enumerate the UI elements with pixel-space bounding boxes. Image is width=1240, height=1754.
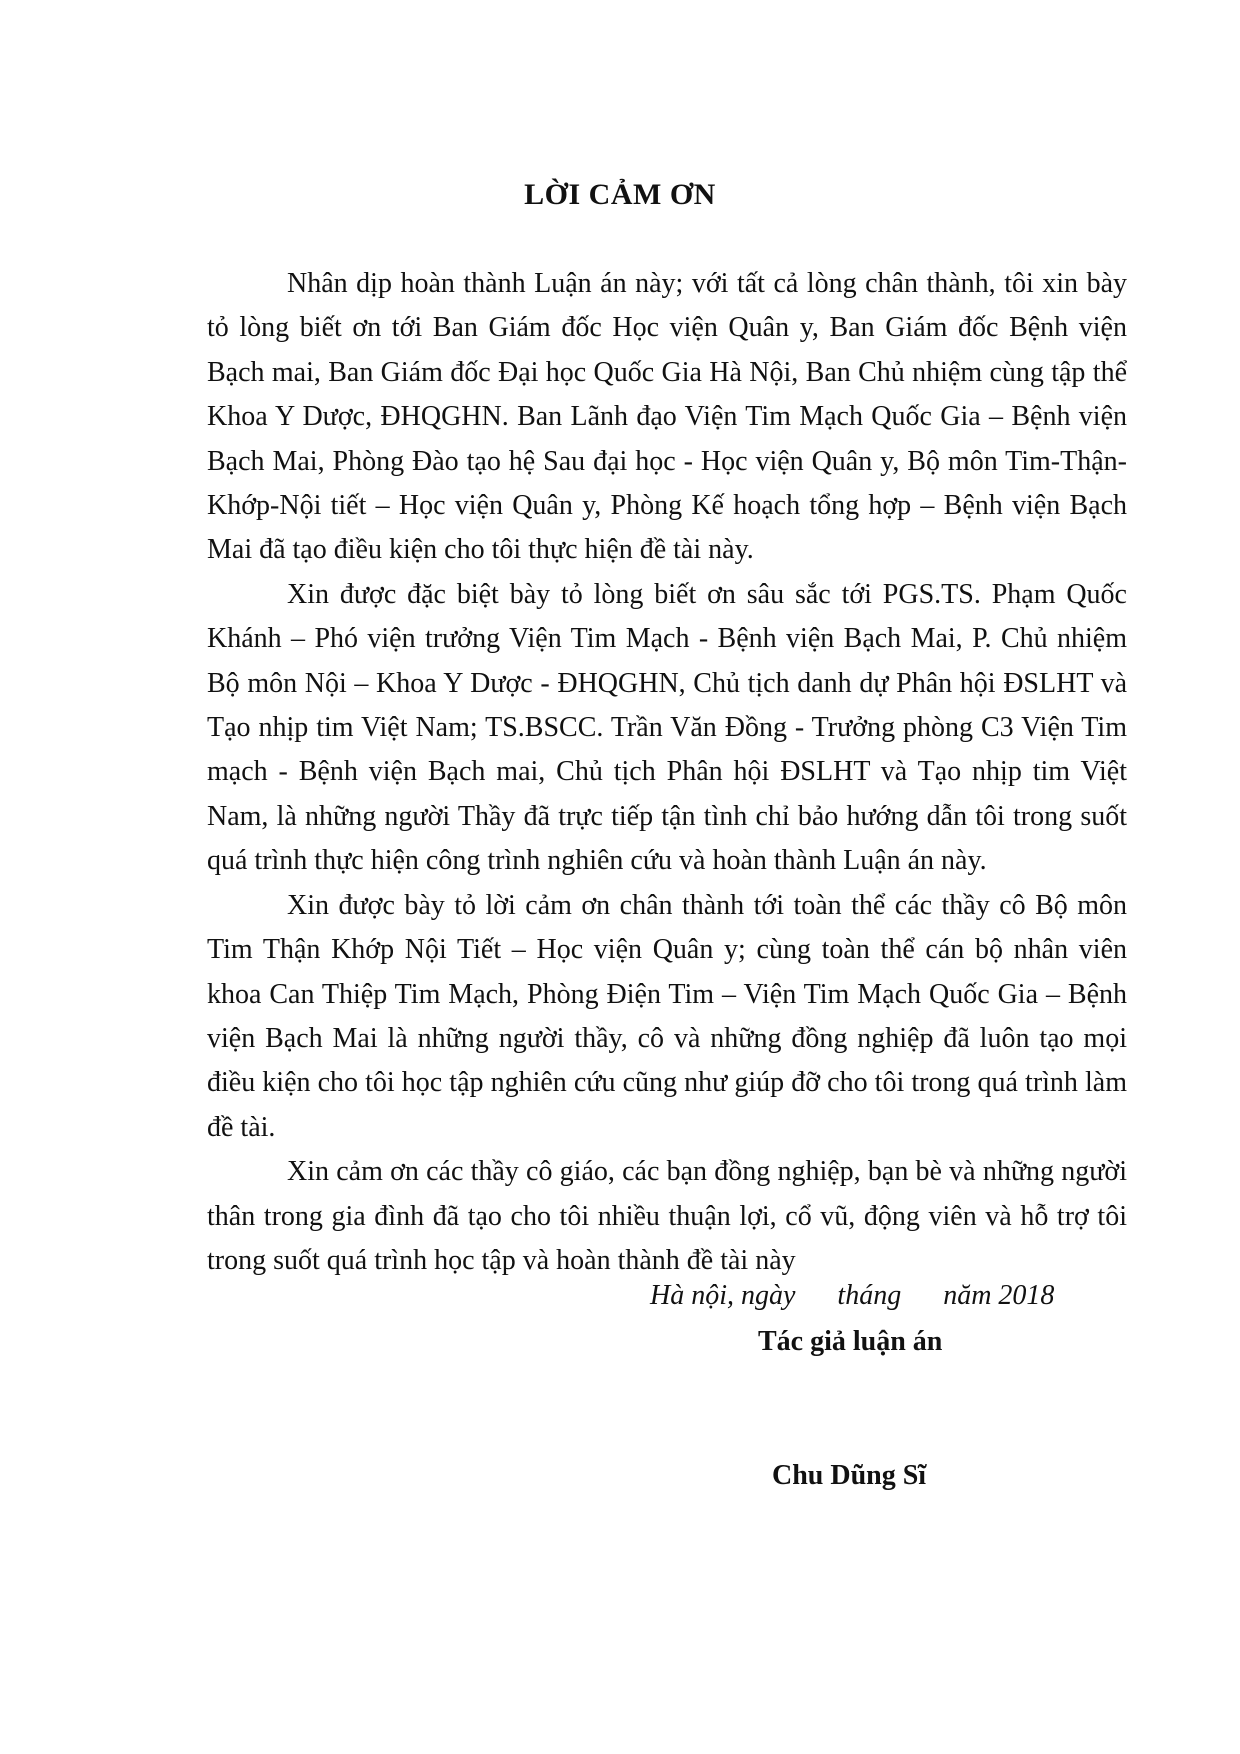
paragraph: Xin cảm ơn các thầy cô giáo, các bạn đồng nghiệp, bạn bè và những người thân trong gia đình đã tạo cho tôi nhiều thuận lợi, cổ vũ, động viên và hỗ trợ tôi trong suốt quá trình học tập và hoàn thành đề tài này xyxy=(207,1156,1127,1276)
paragraph: Xin được đặc biệt bày tỏ lòng biết ơn sâu sắc tới PGS.TS. Phạm Quốc Khánh – Phó viện trưởng Viện Tim Mạch - Bệnh viện Bạch Mai, P. Chủ nhiệm Bộ môn Nội – Khoa Y Dược - ĐHQGHN, Chủ tịch danh dự Phân hội ĐSLHT và Tạo nhịp tim Việt Nam; TS.BSCC. Trần Văn Đồng - Trưởng phòng C3 Viện Tim mạch - Bệnh viện Bạch mai, Chủ tịch Phân hội ĐSLHT và Tạo nhịp tim Việt Nam, là những người Thầy đã trực tiếp tận tình chỉ bảo hướng dẫn tôi trong suốt quá trình thực hiện công trình nghiên cứu và hoàn thành Luận án này. xyxy=(207,578,1127,877)
date-line: Hà nội, ngày tháng năm 2018 xyxy=(650,1280,1055,1311)
page-title: LỜI CẢM ƠN xyxy=(524,178,716,211)
author-label: Tác giả luận án xyxy=(758,1326,943,1357)
paragraph: Xin được bày tỏ lời cảm ơn chân thành tới toàn thể các thầy cô Bộ môn Tim Thận Khớp Nội Tiết – Học viện Quân y; cùng toàn thể cán bộ nhân viên khoa Can Thiệp Tim Mạch, Phòng Điện Tim – Viện Tim Mạch Quốc Gia – Bệnh viện Bạch Mai là những người thầy, cô và những đồng nghiệp đã luôn tạo mọi điều kiện cho tôi học tập nghiên cứu cũng như giúp đỡ cho tôi trong quá trình làm đề tài. xyxy=(207,889,1127,1143)
paragraph: Nhân dịp hoàn thành Luận án này; với tất cả lòng chân thành, tôi xin bày tỏ lòng biết ơn tới Ban Giám đốc Học viện Quân y, Ban Giám đốc Bệnh viện Bạch mai, Ban Giám đốc Đại học Quốc Gia Hà Nội, Ban Chủ nhiệm cùng tập thể Khoa Y Dược, ĐHQGHN. Ban Lãnh đạo Viện Tim Mạch Quốc Gia – Bệnh viện Bạch Mai, Phòng Đào tạo hệ Sau đại học - Học viện Quân y, Bộ môn Tim-Thận-Khớp-Nội tiết – Học viện Quân y, Phòng Kế hoạch tổng hợp – Bệnh viện Bạch Mai đã tạo điều kiện cho tôi thực hiện đề tài này. xyxy=(207,268,1127,566)
acknowledgement-body xyxy=(207,262,1127,1283)
author-name: Chu Dũng Sĩ xyxy=(772,1460,927,1491)
